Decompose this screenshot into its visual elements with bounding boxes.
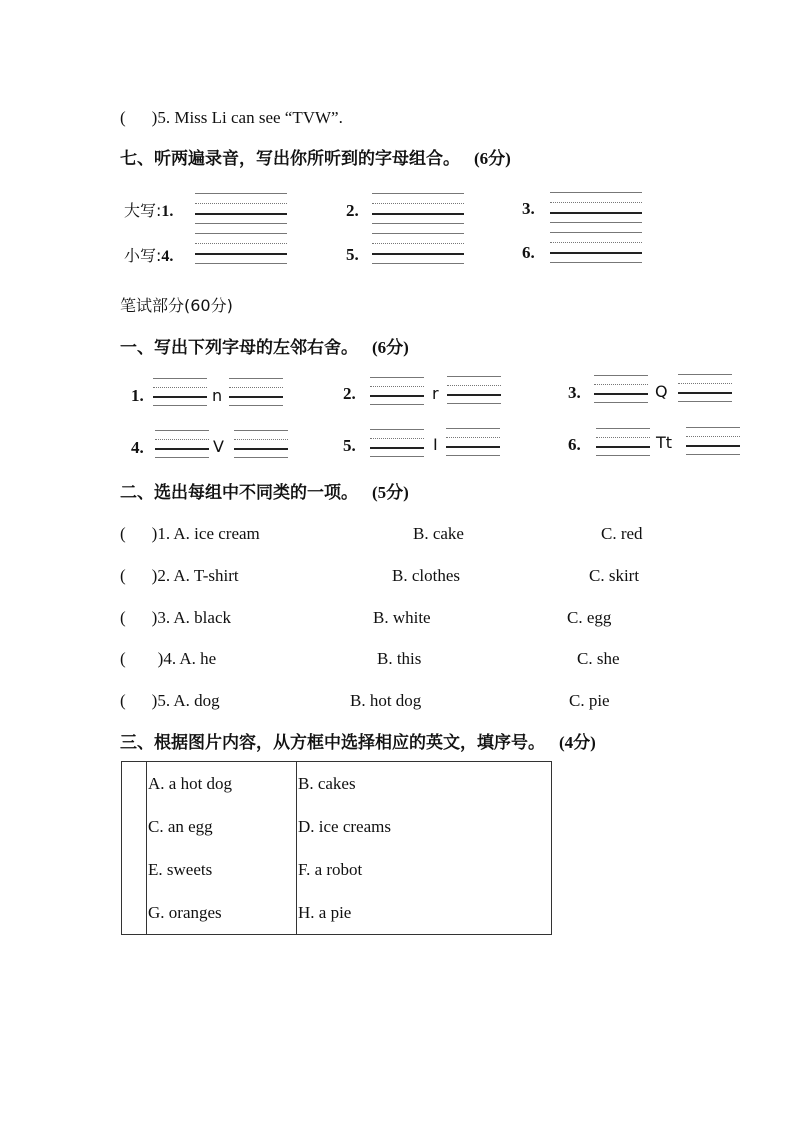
writing-grid[interactable] bbox=[447, 376, 501, 406]
given-letter: V bbox=[213, 437, 224, 456]
writing-grid[interactable] bbox=[596, 428, 650, 458]
option-item: H. a pie bbox=[298, 903, 352, 922]
written-part-heading: 笔试部分(60分) bbox=[120, 296, 233, 315]
section-heading bbox=[120, 337, 409, 359]
section-title: 三、根据图片内容，从方框中选择相应的英文，填序号。 bbox=[120, 733, 545, 753]
item-number: 2. bbox=[346, 201, 359, 220]
question-row bbox=[120, 691, 220, 711]
option-b: B. cake bbox=[413, 524, 464, 543]
uppercase-label: 大写:1. bbox=[124, 201, 174, 220]
writing-grid[interactable] bbox=[370, 429, 424, 459]
blank-column bbox=[122, 762, 147, 935]
writing-grid[interactable] bbox=[678, 374, 732, 404]
section-points: (4分) bbox=[559, 733, 596, 752]
section-points: (6分) bbox=[474, 149, 511, 168]
given-letter: Tt bbox=[656, 433, 673, 452]
item-number: 3. bbox=[522, 199, 535, 218]
option-c: C. pie bbox=[569, 691, 610, 710]
section-title: 七、听两遍录音，写出你所听到的字母组合。 bbox=[120, 149, 460, 169]
question-text: )5. Miss Li can see “TVW”. bbox=[151, 108, 343, 127]
item-number: 4. bbox=[161, 248, 174, 265]
answer-paren[interactable]: ( bbox=[120, 108, 126, 127]
question-row bbox=[120, 566, 239, 586]
option-box bbox=[121, 761, 552, 935]
option-b: B. white bbox=[373, 608, 431, 627]
option-a: )3. A. black bbox=[151, 608, 231, 627]
option-b: B. clothes bbox=[392, 566, 460, 585]
option-c: C. skirt bbox=[589, 566, 640, 585]
option-item: F. a robot bbox=[298, 860, 363, 879]
writing-grid[interactable] bbox=[234, 430, 288, 460]
question-row bbox=[120, 524, 260, 544]
writing-grid[interactable] bbox=[686, 427, 740, 457]
option-a: )4. A. he bbox=[157, 649, 217, 668]
section-heading bbox=[120, 148, 511, 170]
label-text: 小写 bbox=[124, 246, 157, 265]
writing-grid[interactable] bbox=[155, 430, 209, 460]
item-number: 3. bbox=[568, 383, 581, 402]
answer-paren[interactable]: ( bbox=[120, 649, 126, 668]
item-number: 5. bbox=[343, 436, 356, 455]
option-b: B. this bbox=[377, 649, 422, 668]
option-item: A. a hot dog bbox=[148, 774, 233, 793]
option-item: G. oranges bbox=[148, 903, 222, 922]
section-title: 二、选出每组中不同类的一项。 bbox=[120, 483, 358, 503]
writing-grid[interactable] bbox=[446, 428, 500, 458]
answer-paren[interactable]: ( bbox=[120, 608, 126, 627]
given-letter: Q bbox=[655, 382, 668, 401]
answer-paren[interactable]: ( bbox=[120, 691, 126, 710]
writing-grid[interactable] bbox=[550, 192, 642, 256]
writing-grid[interactable] bbox=[153, 378, 207, 408]
option-item: B. cakes bbox=[298, 774, 356, 793]
question-row bbox=[120, 649, 216, 669]
item-number: 5. bbox=[346, 245, 359, 264]
option-a: )2. A. T-shirt bbox=[151, 566, 239, 585]
option-c: C. egg bbox=[567, 608, 612, 627]
writing-grid[interactable] bbox=[372, 193, 464, 257]
writing-grid[interactable] bbox=[229, 378, 283, 408]
section-heading bbox=[120, 482, 409, 504]
option-item: C. an egg bbox=[148, 817, 213, 836]
question-row bbox=[120, 108, 343, 128]
options-right bbox=[297, 762, 552, 935]
lowercase-label: 小写:4. bbox=[124, 246, 174, 265]
item-number: 4. bbox=[131, 438, 144, 457]
writing-grid[interactable] bbox=[594, 375, 648, 405]
writing-grid[interactable] bbox=[195, 193, 287, 257]
answer-paren[interactable]: ( bbox=[120, 566, 126, 585]
option-c: C. red bbox=[601, 524, 643, 543]
item-number: 6. bbox=[522, 243, 535, 262]
option-item: E. sweets bbox=[148, 860, 213, 879]
label-text: 大写 bbox=[124, 201, 157, 220]
section-title: 一、写出下列字母的左邻右舍。 bbox=[120, 338, 358, 358]
option-a: )5. A. dog bbox=[151, 691, 220, 710]
question-row bbox=[120, 608, 231, 628]
given-letter: n bbox=[212, 386, 223, 405]
option-item: D. ice creams bbox=[298, 817, 391, 836]
option-a: )1. A. ice cream bbox=[151, 524, 260, 543]
writing-grid[interactable] bbox=[370, 377, 424, 407]
item-number: 1. bbox=[131, 386, 144, 405]
section-points: (6分) bbox=[372, 338, 409, 357]
section-heading bbox=[120, 732, 596, 754]
answer-paren[interactable]: ( bbox=[120, 524, 126, 543]
section-points: (5分) bbox=[372, 483, 409, 502]
given-letter: I bbox=[433, 435, 438, 454]
given-letter: r bbox=[432, 384, 439, 403]
option-c: C. she bbox=[577, 649, 620, 668]
options-left bbox=[147, 762, 297, 935]
item-number: 1. bbox=[161, 203, 174, 220]
option-b: B. hot dog bbox=[350, 691, 422, 710]
item-number: 6. bbox=[568, 435, 581, 454]
item-number: 2. bbox=[343, 384, 356, 403]
